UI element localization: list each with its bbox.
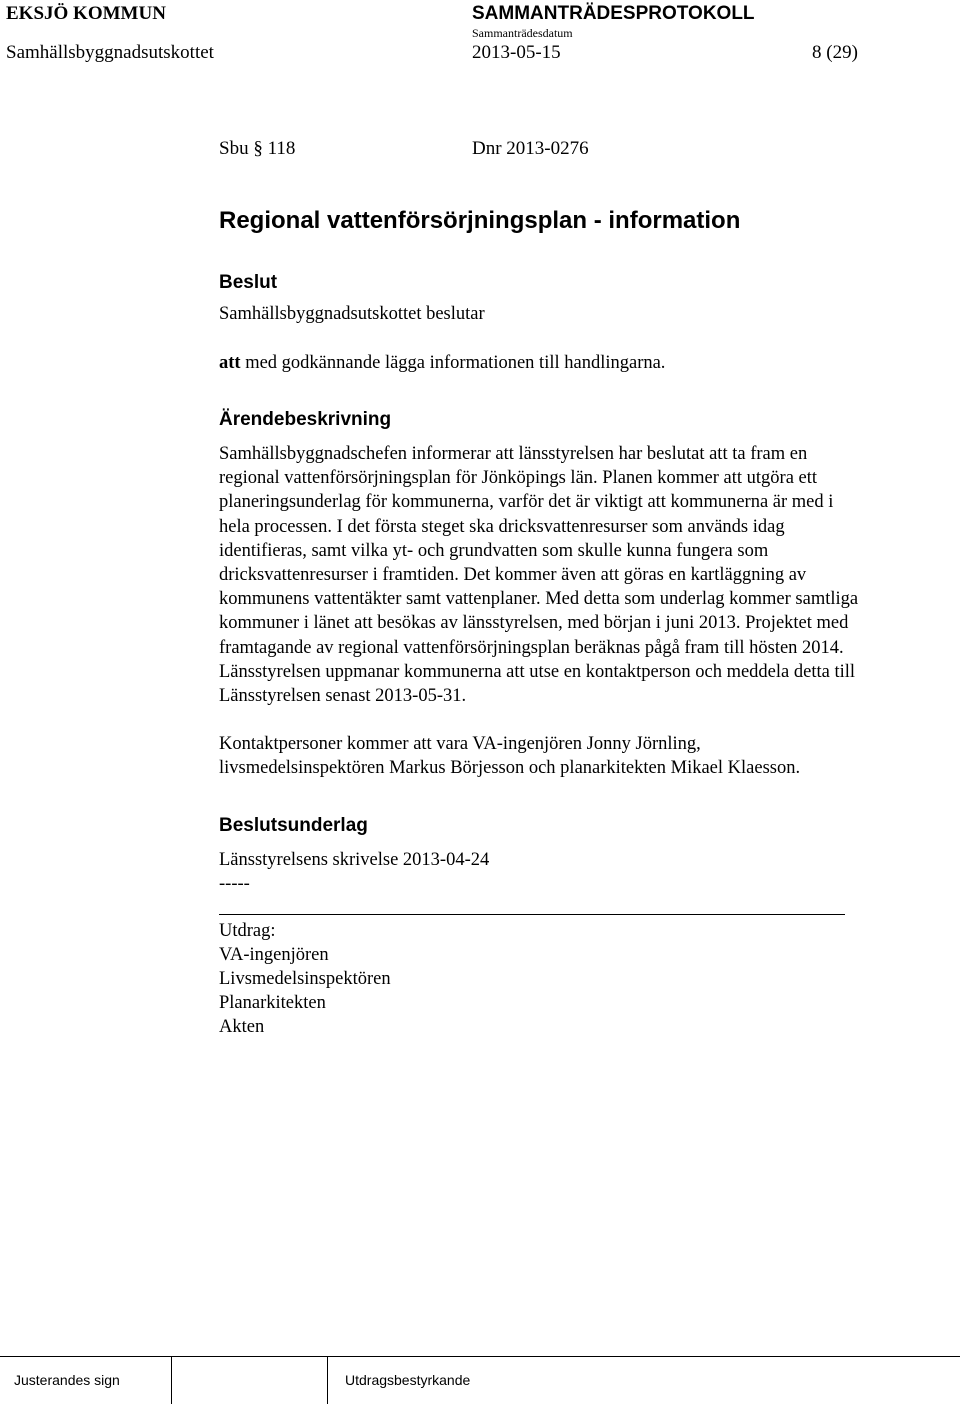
basis-item: Länsstyrelsens skrivelse 2013-04-24: [219, 850, 490, 870]
description-body: [219, 442, 949, 781]
description-line: framtagande av regional vattenförsörjningsplan beräknas pågå fram till hösten 2014.: [219, 637, 844, 658]
description-line: dricksvattenresurser i framtiden. Det kommer även att göras en kartläggning av: [219, 565, 807, 586]
certification-field-label: Utdragsbestyrkande: [345, 1372, 471, 1388]
decision-intro: Samhällsbyggnadsutskottet beslutar: [219, 304, 485, 324]
paragraph-number: Sbu § 118: [219, 138, 296, 159]
diary-number: Dnr 2013-0276: [472, 138, 589, 159]
signature-field-label: Justerandes sign: [14, 1372, 120, 1388]
footer-separator: [171, 1356, 172, 1404]
extract-label: Utdrag:: [219, 921, 276, 941]
description-line: hela processen. I det första steget ska dricksvattenresurser som används idag: [219, 516, 785, 537]
description-line: planeringsunderlag för kommunerna, varför det är viktigt att kommunerna är med i: [219, 492, 834, 513]
extract-recipient: VA-ingenjören: [219, 945, 329, 965]
document-type: SAMMANTRÄDESPROTOKOLL: [472, 3, 755, 24]
basis-heading: Beslutsunderlag: [219, 815, 368, 836]
footer-divider: [0, 1356, 960, 1357]
footer-separator: [327, 1356, 328, 1404]
extract-recipient: Akten: [219, 1017, 265, 1037]
description-line: regional vattenförsörjningsplan för Jönköpings län. Planen kommer att utgöra ett: [219, 468, 818, 489]
description-line: identifieras, samt vilka yt- och grundvatten som skulle kunna fungera som: [219, 540, 769, 561]
meeting-date: 2013-05-15: [472, 42, 561, 63]
description-line: Samhällsbyggnadschefen informerar att länsstyrelsen har beslutat att ta fram en: [219, 444, 808, 464]
decision-text-rest: med godkännande lägga informationen till handlingarna.: [240, 353, 666, 373]
page-number: 8 (29): [812, 42, 858, 63]
description-line: kommuner i länet att besökas av länsstyrelsen, med början i juni 2013. Projektet med: [219, 613, 849, 634]
page-title: Regional vattenförsörjningsplan - information: [219, 207, 741, 234]
separator-line: [219, 914, 845, 915]
description-line: Länsstyrelsen senast 2013-05-31.: [219, 686, 467, 707]
extract-recipient: Planarkitekten: [219, 993, 326, 1013]
contact-line: Kontaktpersoner kommer att vara VA-ingenjören Jonny Jörnling,: [219, 734, 701, 755]
committee-name: Samhällsbyggnadsutskottet: [6, 42, 214, 63]
extract-recipient: Livsmedelsinspektören: [219, 969, 391, 989]
description-heading: Ärendebeskrivning: [219, 409, 392, 430]
date-label: Sammanträdesdatum: [472, 26, 573, 40]
description-line: kommunens vattentäkter samt vattenplaner. Med detta som underlag kommer samtliga: [219, 589, 859, 610]
decision-text: [219, 353, 665, 374]
description-line: Länsstyrelsen uppmanar kommunerna att utse en kontaktperson och meddela detta till: [219, 661, 856, 682]
contact-line: livsmedelsinspektören Markus Börjesson och planarkitekten Mikael Klaesson.: [219, 758, 801, 779]
att-keyword: att: [219, 353, 241, 373]
decision-heading: Beslut: [219, 272, 278, 293]
organization-name: EKSJÖ KOMMUN: [6, 3, 166, 24]
basis-dashes: -----: [219, 874, 250, 894]
